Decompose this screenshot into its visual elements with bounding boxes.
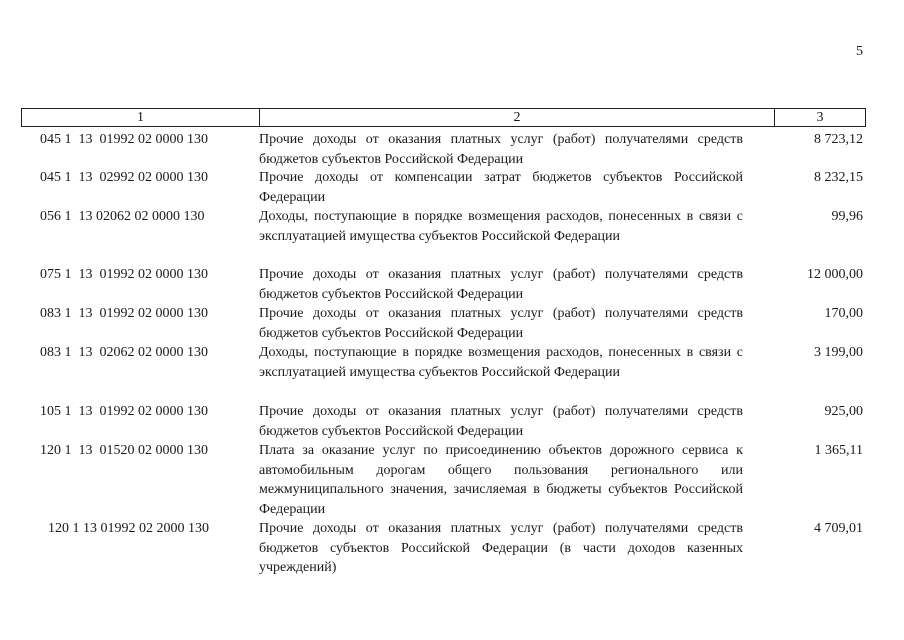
amount: 12 000,00: [807, 267, 863, 282]
income-description: Плата за оказание услуг по присоединению объектов дорожного сервиса к автомобильным дорогам общего пользования регионального или межмуниципального значения, зачисляемая в бюджеты субъектов Российской Федерации: [259, 443, 743, 517]
amount: 1 365,11: [814, 443, 863, 458]
header-col-amount: 3: [816, 110, 824, 125]
amount: 170,00: [824, 306, 863, 321]
income-description: Прочие доходы от компенсации затрат бюджетов субъектов Российской Федерации: [259, 170, 743, 205]
budget-code: 105 1 13 01992 02 0000 130: [40, 404, 208, 419]
budget-code: 083 1 13 02062 02 0000 130: [40, 345, 208, 360]
budget-code: 120 1 13 01992 02 2000 130: [48, 521, 209, 536]
income-description: Прочие доходы от оказания платных услуг (работ) получателями средств бюджетов субъектов Российской Федерации (в части доходов казенных учреждений): [259, 521, 743, 575]
table-header: [21, 108, 866, 127]
amount: 925,00: [824, 404, 863, 419]
income-description: Прочие доходы от оказания платных услуг (работ) получателями средств бюджетов субъектов Российской Федерации: [259, 306, 743, 341]
amount: 3 199,00: [814, 345, 863, 360]
header-col-code: 1: [22, 109, 260, 126]
budget-code: 120 1 13 01520 02 0000 130: [40, 443, 208, 458]
budget-code: 075 1 13 01992 02 0000 130: [40, 267, 208, 282]
budget-code: 045 1 13 02992 02 0000 130: [40, 170, 208, 185]
income-description: Доходы, поступающие в порядке возмещения расходов, понесенных в связи с эксплуатацией имущества субъектов Российской Федерации: [259, 209, 743, 244]
income-description: Прочие доходы от оказания платных услуг (работ) получателями средств бюджетов субъектов Российской Федерации: [259, 267, 743, 302]
budget-code: 056 1 13 02062 02 0000 130: [40, 209, 205, 224]
amount: 8 232,15: [814, 170, 863, 185]
budget-code: 083 1 13 01992 02 0000 130: [40, 306, 208, 321]
budget-code: 045 1 13 01992 02 0000 130: [40, 132, 208, 147]
income-description: Прочие доходы от оказания платных услуг (работ) получателями средств бюджетов субъектов Российской Федерации: [259, 404, 743, 439]
amount: 4 709,01: [814, 521, 863, 536]
amount: 8 723,12: [814, 132, 863, 147]
income-description: Прочие доходы от оказания платных услуг (работ) получателями средств бюджетов субъектов Российской Федерации: [259, 132, 743, 167]
header-col-description: 2: [260, 109, 775, 126]
income-description: Доходы, поступающие в порядке возмещения расходов, понесенных в связи с эксплуатацией имущества субъектов Российской Федерации: [259, 345, 743, 380]
amount: 99,96: [831, 209, 863, 224]
page-number: 5: [856, 44, 863, 59]
